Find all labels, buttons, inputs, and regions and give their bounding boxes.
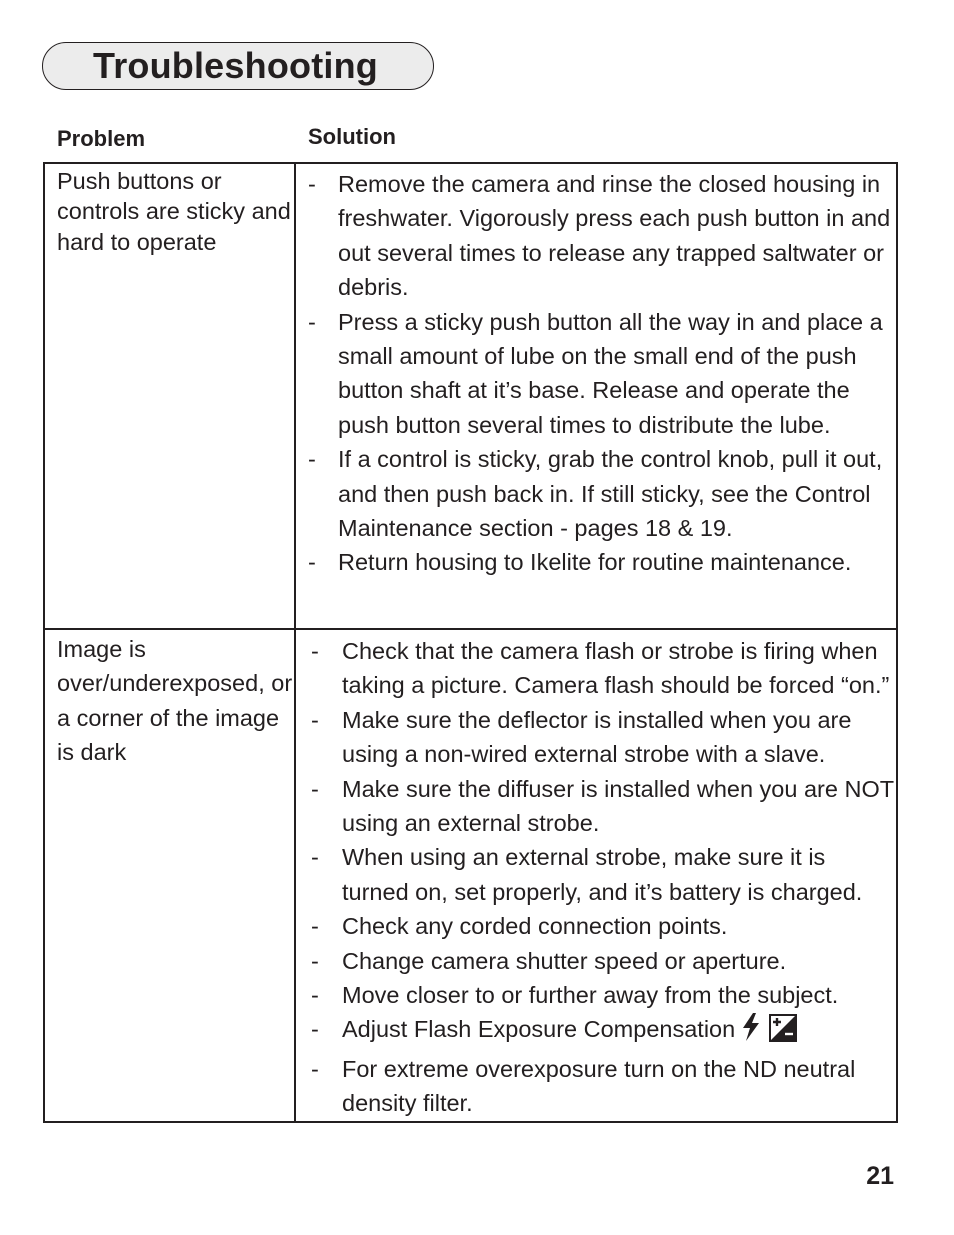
solution-item: - Make sure the diffuser is installed when you are NOT using an external strobe.	[296, 772, 896, 841]
problem-cell	[44, 629, 295, 1122]
fec-icon-group	[741, 1012, 797, 1051]
solution-item: - When using an external strobe, make sure it is turned on, set properly, and it’s battery is charged.	[296, 840, 896, 909]
table-row	[44, 163, 897, 629]
solution-item-text: Adjust Flash Exposure Compensation	[342, 1016, 736, 1043]
solution-item: - Remove the camera and rinse the closed housing in freshwater. Vigorously press each push button in and out several times to release any trapped saltwater or debris.	[296, 167, 896, 305]
table-row	[44, 629, 897, 1122]
problem-cell	[44, 163, 295, 629]
solution-item: - If a control is sticky, grab the control knob, pull it out, and then push back in. If still sticky, see the Control Maintenance section - pages 18 & 19.	[296, 442, 896, 545]
problem-text: Push buttons or controls are sticky and hard to operate	[57, 168, 291, 255]
title-banner	[42, 42, 434, 90]
solution-cell	[295, 163, 897, 629]
problem-text: Image is over/underexposed, or a corner of the image is dark	[57, 636, 293, 766]
solution-item: - Press a sticky push button all the way in and place a small amount of lube on the small end of the push button shaft at it’s base. Release and operate the push button several times to distribute the lube.	[296, 305, 896, 443]
solution-item: - Check that the camera flash or strobe is firing when taking a picture. Camera flash should be forced “on.”	[296, 634, 896, 703]
solution-item: - Move closer to or further away from the subject.	[296, 978, 896, 1012]
solution-column-header: Solution	[308, 124, 396, 149]
solution-item: - Make sure the deflector is installed when you are using a non-wired external strobe with a slave.	[296, 703, 896, 772]
troubleshooting-table	[43, 162, 898, 1123]
page-number: 21	[866, 1162, 894, 1190]
problem-column-header: Problem	[57, 126, 146, 151]
exposure-compensation-icon	[769, 1014, 797, 1042]
solution-item: - Return housing to Ikelite for routine maintenance.	[296, 545, 896, 579]
page-title: Troubleshooting	[93, 45, 378, 86]
solution-list	[296, 630, 896, 1121]
solution-cell	[295, 629, 897, 1122]
solution-item-with-icons	[296, 1012, 896, 1051]
flash-icon	[741, 1012, 761, 1042]
solution-item: - For extreme overexposure turn on the ND neutral density filter.	[296, 1052, 896, 1121]
solution-item: - Check any corded connection points.	[296, 909, 896, 943]
solution-item: - Change camera shutter speed or aperture.	[296, 944, 896, 978]
solution-list	[296, 164, 896, 580]
